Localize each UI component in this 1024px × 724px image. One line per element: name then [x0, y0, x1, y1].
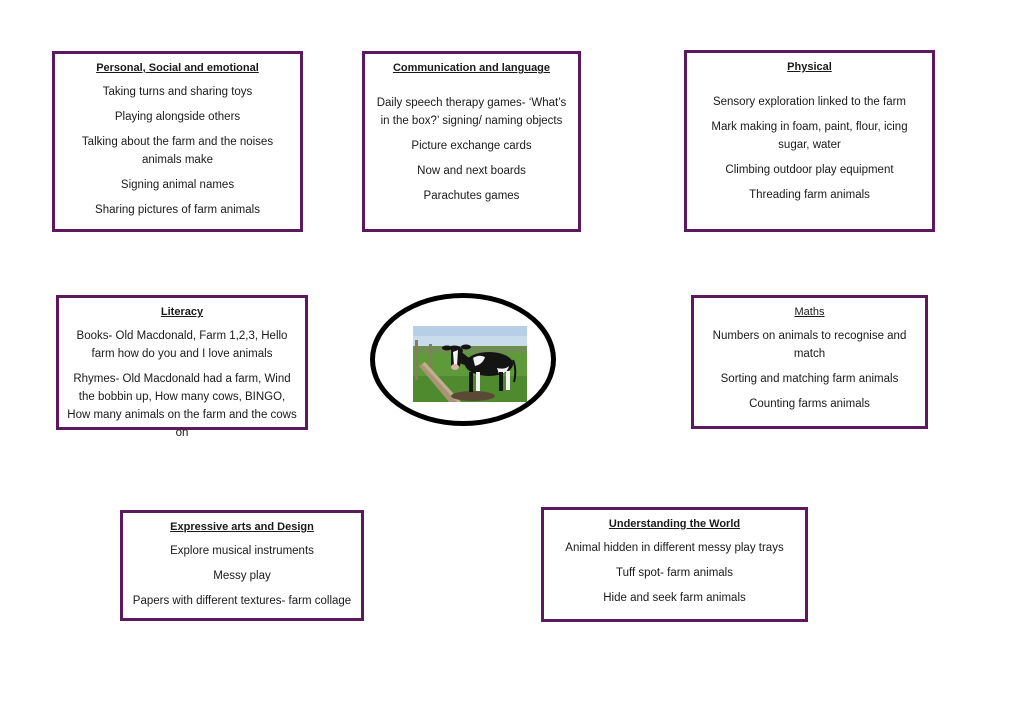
maths-box — [691, 295, 928, 429]
activity-list — [702, 327, 917, 413]
list-item: Parachutes games — [423, 190, 520, 202]
list-item: Papers with different textures- farm collage — [132, 595, 352, 607]
physical-box — [684, 50, 935, 232]
list-item: Daily speech therapy games- ‘What’s in the box?’ signing/ naming objects — [376, 97, 567, 127]
cow-photo-icon — [413, 326, 527, 402]
list-item: Taking turns and sharing toys — [102, 86, 253, 98]
box-title: Understanding the World — [608, 518, 741, 530]
activity-list — [131, 542, 353, 610]
list-item: Climbing outdoor play equipment — [725, 164, 894, 176]
list-item: Playing alongside others — [114, 111, 241, 123]
list-item: Talking about the farm and the noises animals make — [81, 136, 274, 166]
list-item: Now and next boards — [417, 165, 526, 177]
list-item: Counting farms animals — [749, 398, 870, 410]
list-item: Hide and seek farm animals — [603, 592, 746, 604]
literacy-box — [56, 295, 308, 439]
list-item: Mark making in foam, paint, flour, icing sugar, water — [711, 121, 908, 151]
list-item: Rhymes- Old Macdonald had a farm, Wind the bobbin up, How many cows, BINGO, How many animals on the farm and the cows on — [67, 373, 297, 439]
list-item: Messy play — [213, 570, 271, 582]
list-item: Signing animal names — [120, 179, 235, 191]
list-item: Explore musical instruments — [170, 545, 314, 557]
list-item: Threading farm animals — [749, 189, 870, 201]
box-title: Personal, Social and emotional — [96, 62, 259, 74]
expressive-arts-design-box — [120, 510, 364, 621]
box-title: Literacy — [160, 306, 204, 318]
list-item: Sensory exploration linked to the farm — [712, 96, 907, 108]
activity-list — [373, 94, 570, 205]
activity-list — [695, 93, 924, 204]
list-item: Numbers on animals to recognise and match — [712, 330, 907, 360]
box-title: Maths — [794, 306, 825, 318]
activity-list — [63, 83, 292, 219]
box-title: Expressive arts and Design — [170, 521, 314, 533]
list-item: Sharing pictures of farm animals — [95, 204, 260, 216]
box-title: Communication and language — [392, 62, 551, 74]
list-item: Sorting and matching farm animals — [720, 373, 899, 385]
activity-list — [67, 327, 297, 442]
list-item: Tuff spot- farm animals — [616, 567, 733, 579]
personal-social-emotional-box — [52, 51, 303, 232]
box-title: Physical — [787, 61, 832, 73]
list-item: Books- Old Macdonald, Farm 1,2,3, Hello farm how do you and I love animals — [76, 330, 288, 360]
list-item: Animal hidden in different messy play trays — [565, 542, 784, 554]
list-item: Picture exchange cards — [411, 140, 532, 152]
activity-list — [552, 539, 797, 607]
understanding-world-box — [541, 507, 808, 622]
communication-language-box — [362, 51, 581, 232]
